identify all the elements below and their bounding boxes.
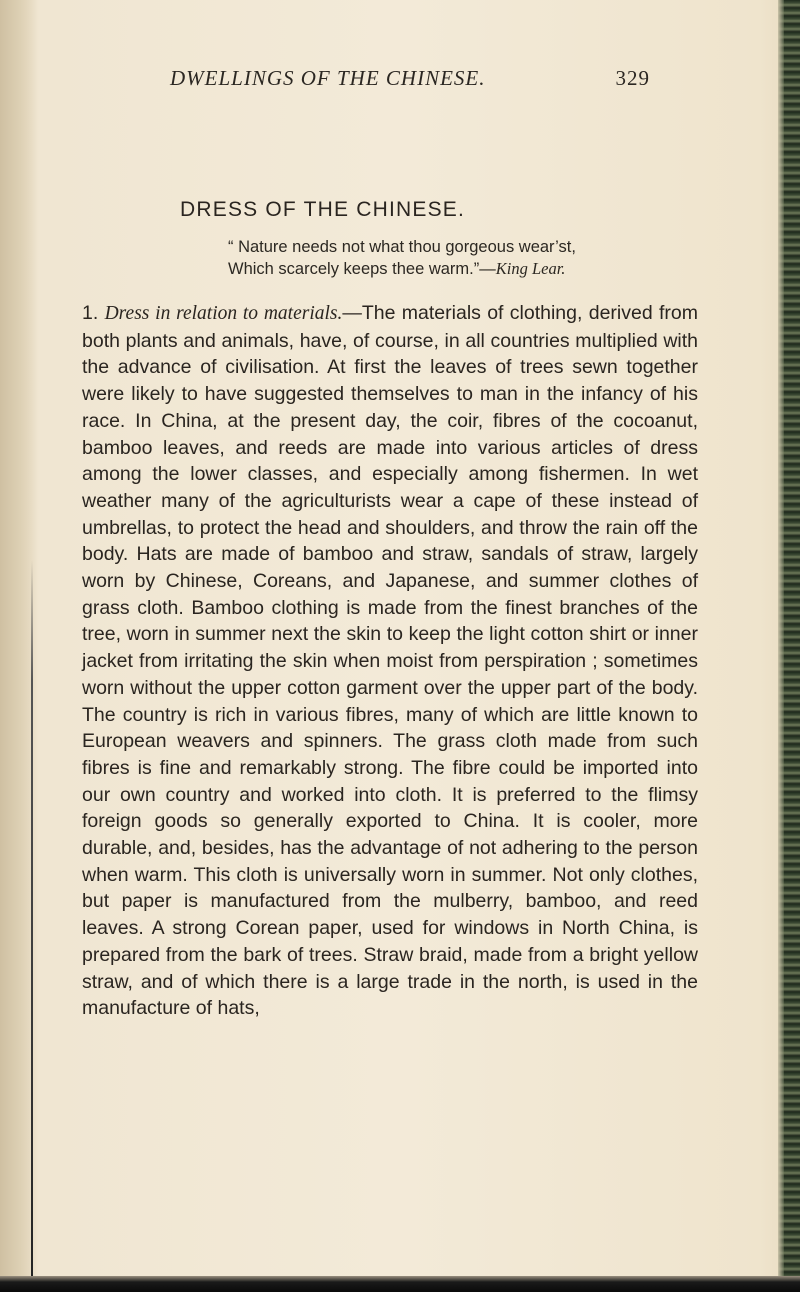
running-head-title: DWELLINGS OF THE CHINESE. [170,66,486,90]
page-number: 329 [615,66,650,90]
page-edge-highlight [778,0,784,1292]
epigraph-source: King Lear. [495,259,566,278]
paragraph-heading: Dress in relation to materials. [104,303,343,324]
binding-gutter-line [31,560,33,1292]
epigraph-line-1: “ Nature needs not what thou gorgeous wear’st, [228,238,576,256]
running-head [170,66,650,100]
epigraph-quote-end: Which scarcely keeps thee warm.”— [228,260,496,278]
body-paragraph [82,300,698,1022]
epigraph-line-2 [228,258,698,280]
paragraph-text: —The materials of clothing, derived from both plants and animals, have, of course, in all countries multiplied with the advance of civilisation. At first the leaves of trees sewn together were likely to have suggested themselves to man in the infancy of his race. In China, at the present day, the coir, fibres of the cocoanut, bamboo leaves, and reeds are made into various articles of dress among the lower classes, and especially among fishermen. In wet weather many of the agriculturists wear a cape of these instead of umbrellas, to protect the head and shoulders, and throw the rain off the body. Hats are made of bamboo and straw, sandals of straw, largely worn by Chinese, Coreans, and Japanese, and summer clothes of grass cloth. Bamboo clothing is made from the finest branches of the tree, worn in summer next the skin to keep the light cotton shirt or inner jacket from irritating the skin when moist from perspiration ; sometimes worn without the upper cotton garment over the upper part of the body. The country is rich in various fibres, many of which are little known to European weavers and spinners. The grass cloth made from such fibres is fine and remarkably strong. The fibre could be imported into our own country and worked into cloth. It is preferred to the flimsy foreign goods so generally exported to China. It is cooler, more durable, and, besides, has the advantage of not adhering to the person when warm. This cloth is universally worn in summer. Not only clothes, but paper is manufactured from the mulberry, bamboo, and reed leaves. A strong Corean paper, used for windows in North China, is prepared from the bark of trees. Straw braid, made from a bright yellow straw, and of which there is a large trade in the north, is used in the manufacture of hats, [82,302,699,1020]
section-title: DRESS OF THE CHINESE. [180,198,466,221]
epigraph [228,236,698,280]
page-edge-bottom [0,1276,800,1292]
paragraph-number: 1. [82,302,99,324]
